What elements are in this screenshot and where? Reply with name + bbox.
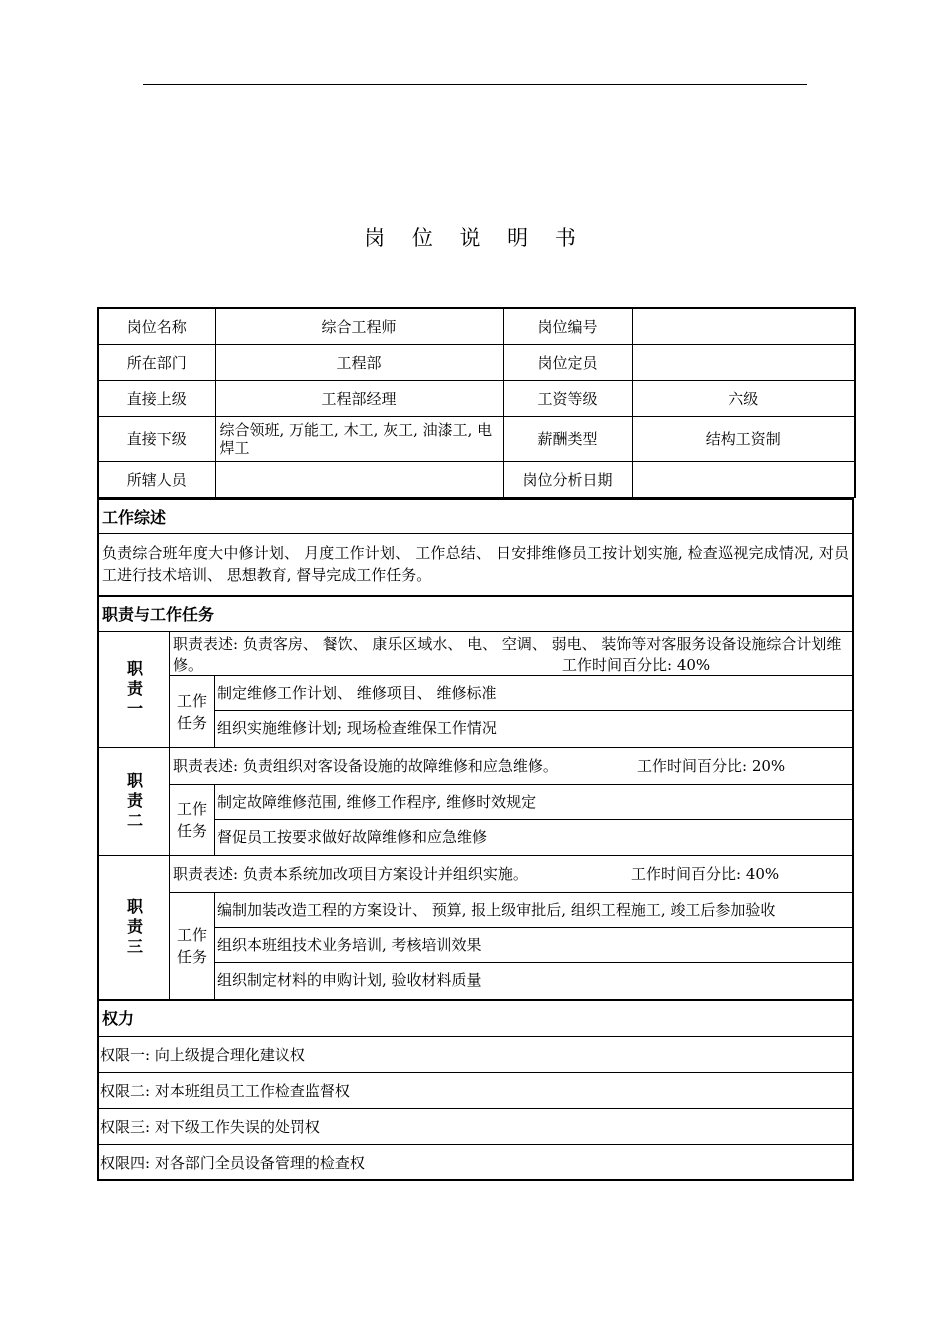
duty-description [170,632,852,676]
task-item: 制定故障维修范围, 维修工作程序, 维修时效规定 [215,785,852,820]
duty-description-text: 职责表述: 负责本系统加改项目方案设计并组织实施。 [173,865,528,883]
tasks-label: 工作任务 [170,893,215,999]
page-title: 岗 位 说 明 书 [364,226,586,250]
basic-info-table [97,307,856,498]
task-item: 组织制定材料的申购计划, 验收材料质量 [217,971,482,989]
summary-text: 负责综合班年度大中修计划、 月度工作计划、 工作总结、 日安排维修员工按计划实施, 检查巡视完成情况, 对员工进行技术培训、 思想教育, 督导完成工作任务。 [97,534,854,596]
field-value: 综合领班, 万能工, 木工, 灰工, 油漆工, 电焊工 [215,417,503,462]
duty-time-percentage: 工作时间百分比: 20% [637,757,786,775]
field-label: 岗位编号 [503,308,632,345]
duty-block [97,748,854,856]
field-value: 工程部 [215,345,503,381]
task-item: 组织实施维修计划; 现场检查维保工作情况 [217,719,497,737]
task-item: 制定维修工作计划、 维修项目、 维修标准 [215,676,852,711]
duty-description-text: 职责表述: 负责客房、 餐饮、 康乐区域水、 电、 空调、 弱电、 装饰等对客服务设备设施综合计划维修。 [173,635,842,674]
duty-label: 职责三 [99,856,170,999]
duty-block [97,856,854,1001]
power-item: 权限四: 对各部门全员设备管理的检查权 [97,1145,854,1181]
header-rule [143,84,807,85]
field-value: 综合工程师 [215,308,503,345]
table-row [98,462,855,498]
job-description-form [97,307,854,1181]
powers-heading: 权力 [97,1001,854,1037]
field-value: 结构工资制 [632,417,855,462]
duty-label: 职责二 [99,748,170,855]
duty-block [97,632,854,748]
table-row [98,417,855,462]
duty-time-percentage: 工作时间百分比: 40% [631,865,780,883]
field-value: 工程部经理 [215,381,503,417]
task-item: 编制加装改造工程的方案设计、 预算, 报上级审批后, 组织工程施工, 竣工后参加验收 [215,893,852,928]
tasks-label: 工作任务 [170,785,215,855]
summary-heading: 工作综述 [97,498,854,534]
field-value [632,462,855,498]
field-label: 直接下级 [98,417,215,462]
field-value [632,345,855,381]
field-value [632,308,855,345]
table-row [98,345,855,381]
tasks-label: 工作任务 [170,676,215,747]
task-item: 组织本班组技术业务培训, 考核培训效果 [215,928,852,963]
field-label: 岗位定员 [503,345,632,381]
field-label: 工资等级 [503,381,632,417]
duty-description [170,748,852,785]
field-label: 直接上级 [98,381,215,417]
field-value: 六级 [632,381,855,417]
power-item: 权限一: 向上级提合理化建议权 [97,1037,854,1073]
field-label: 岗位分析日期 [503,462,632,498]
task-item: 督促员工按要求做好故障维修和应急维修 [217,828,488,846]
duties-heading: 职责与工作任务 [97,596,854,632]
duty-label: 职责一 [99,632,170,747]
field-value [215,462,503,498]
table-row [98,381,855,417]
duty-description-text: 职责表述: 负责组织对客设备设施的故障维修和应急维修。 [173,757,558,775]
duty-time-percentage: 工作时间百分比: 40% [562,656,711,674]
field-label: 薪酬类型 [503,417,632,462]
power-item: 权限三: 对下级工作失误的处罚权 [97,1109,854,1145]
power-item: 权限二: 对本班组员工工作检查监督权 [97,1073,854,1109]
duty-description [170,856,852,893]
field-label: 所辖人员 [98,462,215,498]
table-row [98,308,855,345]
field-label: 所在部门 [98,345,215,381]
field-label: 岗位名称 [98,308,215,345]
